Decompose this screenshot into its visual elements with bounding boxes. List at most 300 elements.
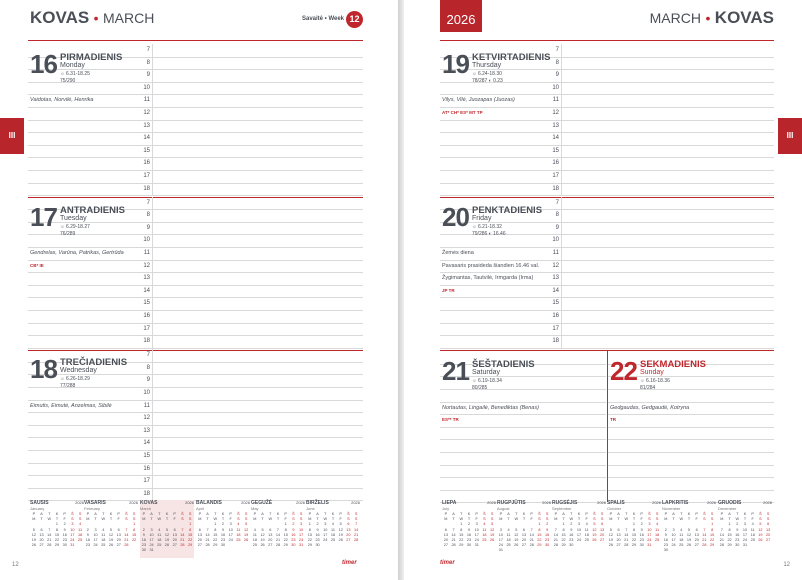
calendar-day[interactable]: 20 — [197, 538, 202, 543]
calendar-day[interactable]: 14 — [275, 532, 281, 537]
calendar-day[interactable]: 28 — [529, 543, 534, 548]
hour-row[interactable] — [440, 389, 606, 403]
calendar-day[interactable]: 5 — [491, 522, 494, 527]
hour-row[interactable] — [28, 183, 363, 197]
calendar-day[interactable]: 4 — [751, 522, 754, 527]
hour-row[interactable] — [28, 82, 363, 96]
calendar-day[interactable]: 20 — [694, 538, 699, 543]
calendar-day[interactable]: 21 — [451, 538, 456, 543]
calendar-day[interactable]: 4 — [79, 522, 82, 527]
calendar-day[interactable]: 27 — [521, 543, 527, 548]
calendar-day[interactable]: 1 — [189, 522, 192, 527]
hour-row[interactable] — [28, 475, 363, 489]
calendar-day[interactable]: 17 — [149, 538, 154, 543]
calendar-day[interactable]: 29 — [710, 543, 715, 548]
calendar-day[interactable]: 6 — [522, 527, 526, 532]
hour-row[interactable] — [440, 183, 774, 197]
calendar-day[interactable]: 23 — [315, 538, 320, 543]
hour-row[interactable] — [608, 414, 774, 428]
hour-row[interactable] — [440, 132, 774, 146]
calendar-day[interactable]: 18 — [482, 532, 487, 537]
calendar-day[interactable]: 7 — [625, 527, 628, 532]
calendar-day[interactable]: 27 — [346, 538, 351, 543]
calendar-day[interactable]: 2 — [292, 522, 295, 527]
calendar-day[interactable]: 22 — [283, 538, 288, 543]
calendar-day[interactable]: 9 — [316, 527, 319, 532]
calendar-day[interactable]: 27 — [694, 543, 699, 548]
calendar-day[interactable]: 8 — [55, 527, 59, 532]
calendar-day[interactable]: 25 — [679, 543, 684, 548]
calendar-day[interactable]: 2 — [86, 527, 89, 532]
calendar-day[interactable]: 15 — [631, 532, 637, 537]
calendar-day[interactable]: 15 — [459, 532, 464, 537]
calendar-day[interactable]: 17 — [474, 532, 479, 537]
calendar-day[interactable]: 2 — [316, 522, 319, 527]
calendar-day[interactable]: 14 — [47, 532, 52, 537]
calendar-day[interactable]: 21 — [205, 538, 210, 543]
calendar-day[interactable]: 28 — [47, 543, 52, 548]
calendar-day[interactable]: 8 — [308, 527, 311, 532]
calendar-day[interactable]: 9 — [570, 527, 573, 532]
calendar-day[interactable]: 5 — [165, 527, 169, 532]
hour-row[interactable] — [28, 170, 363, 184]
calendar-day[interactable]: 11 — [101, 532, 106, 537]
calendar-day[interactable]: 19 — [31, 538, 36, 543]
calendar-day[interactable]: 24 — [149, 543, 154, 548]
calendar-day[interactable]: 3 — [648, 522, 651, 527]
calendar-day[interactable]: 20 — [39, 538, 44, 543]
calendar-day[interactable]: 4 — [331, 522, 335, 527]
calendar-day[interactable]: 24 — [323, 538, 328, 543]
calendar-day[interactable]: 31 — [498, 548, 503, 553]
calendar-day[interactable]: 13 — [766, 527, 771, 532]
calendar-day[interactable]: 1 — [308, 522, 311, 527]
calendar-day[interactable]: 22 — [459, 538, 464, 543]
calendar-day[interactable]: 2 — [664, 527, 667, 532]
calendar-day[interactable]: 10 — [498, 532, 503, 537]
calendar-day[interactable]: 30 — [569, 543, 574, 548]
calendar-day[interactable]: 13 — [600, 527, 605, 532]
calendar-day[interactable]: 17 — [70, 532, 75, 537]
calendar-day[interactable]: 20 — [600, 532, 605, 537]
calendar-day[interactable]: 6 — [198, 527, 201, 532]
calendar-day[interactable]: 5 — [245, 522, 248, 527]
calendar-day[interactable]: 9 — [640, 527, 643, 532]
calendar-day[interactable]: 1 — [460, 522, 463, 527]
calendar-day[interactable]: 11 — [331, 527, 335, 532]
calendar-day[interactable]: 18 — [330, 532, 336, 537]
calendar-day[interactable]: 26 — [31, 543, 36, 548]
calendar-day[interactable]: 16 — [545, 532, 550, 537]
calendar-day[interactable]: 24 — [576, 538, 582, 543]
calendar-day[interactable]: 25 — [655, 538, 660, 543]
calendar-day[interactable]: 24 — [647, 538, 652, 543]
calendar-day[interactable]: 21 — [275, 538, 281, 543]
hour-row[interactable] — [28, 437, 363, 451]
calendar-day[interactable]: 19 — [164, 538, 170, 543]
calendar-day[interactable]: 25 — [330, 538, 336, 543]
calendar-day[interactable]: 16 — [220, 532, 226, 537]
calendar-day[interactable]: 27 — [616, 543, 621, 548]
calendar-day[interactable]: 10 — [474, 527, 479, 532]
calendar-day[interactable]: 27 — [39, 543, 44, 548]
hour-row[interactable] — [28, 450, 363, 464]
hour-row[interactable] — [440, 120, 774, 134]
calendar-day[interactable]: 12 — [244, 527, 249, 532]
calendar-day[interactable]: 28 — [180, 543, 185, 548]
calendar-day[interactable]: 19 — [108, 538, 114, 543]
calendar-day[interactable]: 10 — [742, 527, 748, 532]
calendar-day[interactable]: 17 — [299, 532, 304, 537]
month-tab[interactable]: III — [0, 118, 24, 154]
calendar-day[interactable]: 25 — [252, 543, 257, 548]
calendar-day[interactable]: 25 — [482, 538, 487, 543]
calendar-day[interactable]: 16 — [663, 538, 668, 543]
hour-row[interactable] — [28, 335, 363, 349]
hour-row[interactable] — [28, 157, 363, 171]
calendar-day[interactable]: 7 — [206, 527, 209, 532]
calendar-day[interactable]: 17 — [671, 538, 676, 543]
hour-row[interactable] — [608, 465, 774, 479]
calendar-day[interactable]: 7 — [276, 527, 280, 532]
calendar-day[interactable]: 24 — [742, 538, 748, 543]
calendar-day[interactable]: 3 — [229, 522, 232, 527]
calendar-day[interactable]: 9 — [63, 527, 66, 532]
calendar-day[interactable]: 27 — [766, 538, 771, 543]
calendar-day[interactable]: 6 — [173, 527, 176, 532]
calendar-day[interactable]: 7 — [703, 527, 706, 532]
hour-row[interactable] — [440, 452, 606, 466]
calendar-day[interactable]: 26 — [244, 538, 249, 543]
calendar-day[interactable]: 31 — [474, 543, 479, 548]
calendar-day[interactable]: 29 — [307, 543, 312, 548]
calendar-day[interactable]: 2 — [63, 522, 66, 527]
calendar-day[interactable]: 21 — [529, 538, 534, 543]
hour-row[interactable] — [440, 247, 774, 261]
calendar-day[interactable]: 14 — [719, 532, 724, 537]
calendar-day[interactable]: 31 — [299, 543, 304, 548]
calendar-day[interactable]: 3 — [300, 522, 303, 527]
calendar-day[interactable]: 27 — [172, 543, 177, 548]
calendar-day[interactable]: 23 — [466, 538, 472, 543]
calendar-day[interactable]: 29 — [459, 543, 464, 548]
calendar-day[interactable]: 18 — [252, 538, 257, 543]
calendar-day[interactable]: 17 — [93, 538, 98, 543]
calendar-day[interactable]: 10 — [228, 527, 233, 532]
calendar-day[interactable]: 28 — [124, 543, 129, 548]
calendar-day[interactable]: 12 — [758, 527, 763, 532]
calendar-day[interactable]: 30 — [466, 543, 472, 548]
hour-row[interactable] — [440, 335, 774, 349]
calendar-day[interactable]: 3 — [150, 527, 153, 532]
calendar-day[interactable]: 8 — [189, 527, 192, 532]
calendar-day[interactable]: 26 — [758, 538, 763, 543]
calendar-day[interactable]: 20 — [443, 538, 448, 543]
calendar-day[interactable]: 22 — [213, 538, 218, 543]
calendar-day[interactable]: 10 — [671, 532, 676, 537]
calendar-day[interactable]: 11 — [78, 527, 83, 532]
calendar-day[interactable]: 7 — [48, 527, 51, 532]
calendar-day[interactable]: 30 — [639, 543, 644, 548]
calendar-day[interactable]: 5 — [609, 527, 612, 532]
calendar-day[interactable]: 15 — [537, 532, 542, 537]
month-tab[interactable]: III — [778, 118, 802, 154]
calendar-day[interactable]: 31 — [742, 543, 748, 548]
calendar-day[interactable]: 20 — [521, 538, 527, 543]
calendar-day[interactable]: 11 — [482, 527, 487, 532]
calendar-day[interactable]: 27 — [116, 543, 121, 548]
calendar-day[interactable]: 26 — [108, 543, 114, 548]
calendar-day[interactable]: 2 — [736, 522, 739, 527]
calendar-day[interactable]: 5 — [759, 522, 762, 527]
calendar-day[interactable]: 30 — [663, 548, 668, 553]
calendar-day[interactable]: 4 — [585, 522, 588, 527]
calendar-day[interactable]: 15 — [132, 532, 137, 537]
hour-row[interactable] — [28, 145, 363, 159]
calendar-day[interactable]: 17 — [647, 532, 652, 537]
calendar-day[interactable]: 9 — [467, 527, 471, 532]
calendar-day[interactable]: 4 — [158, 527, 161, 532]
calendar-day[interactable]: 5 — [109, 527, 113, 532]
calendar-day[interactable]: 10 — [93, 532, 98, 537]
calendar-day[interactable]: 21 — [719, 538, 724, 543]
calendar-day[interactable]: 15 — [283, 532, 288, 537]
calendar-day[interactable]: 5 — [687, 527, 691, 532]
calendar-day[interactable]: 29 — [188, 543, 193, 548]
calendar-day[interactable]: 26 — [592, 538, 597, 543]
calendar-day[interactable]: 9 — [292, 527, 295, 532]
calendar-day[interactable]: 28 — [275, 543, 281, 548]
calendar-day[interactable]: 4 — [507, 527, 510, 532]
hour-row[interactable] — [28, 425, 363, 439]
hour-row[interactable] — [440, 310, 774, 324]
calendar-day[interactable]: 18 — [78, 532, 83, 537]
calendar-day[interactable]: 26 — [490, 538, 495, 543]
calendar-day[interactable]: 29 — [213, 543, 218, 548]
calendar-day[interactable]: 16 — [639, 532, 644, 537]
calendar-day[interactable]: 19 — [260, 538, 265, 543]
calendar-day[interactable]: 14 — [205, 532, 210, 537]
calendar-day[interactable]: 15 — [54, 532, 60, 537]
calendar-day[interactable]: 22 — [710, 538, 715, 543]
calendar-day[interactable]: 28 — [719, 543, 724, 548]
calendar-day[interactable]: 9 — [86, 532, 89, 537]
hour-row[interactable] — [440, 285, 774, 299]
calendar-day[interactable]: 26 — [164, 543, 170, 548]
calendar-day[interactable]: 23 — [569, 538, 574, 543]
calendar-day[interactable]: 29 — [283, 543, 288, 548]
calendar-day[interactable]: 30 — [291, 543, 296, 548]
calendar-day[interactable]: 16 — [466, 532, 472, 537]
calendar-day[interactable]: 29 — [727, 543, 732, 548]
calendar-day[interactable]: 17 — [576, 532, 582, 537]
hour-row[interactable] — [28, 285, 363, 299]
calendar-day[interactable]: 23 — [545, 538, 550, 543]
calendar-day[interactable]: 23 — [735, 538, 740, 543]
calendar-day[interactable]: 14 — [354, 527, 359, 532]
hour-row[interactable] — [440, 427, 606, 441]
calendar-day[interactable]: 12 — [164, 532, 170, 537]
calendar-day[interactable]: 3 — [743, 522, 747, 527]
calendar-day[interactable]: 18 — [506, 538, 511, 543]
calendar-day[interactable]: 28 — [354, 538, 359, 543]
calendar-day[interactable]: 10 — [149, 532, 154, 537]
calendar-day[interactable]: 22 — [561, 538, 566, 543]
calendar-day[interactable]: 26 — [608, 543, 613, 548]
hour-row[interactable] — [608, 452, 774, 466]
calendar-day[interactable]: 7 — [554, 527, 557, 532]
calendar-day[interactable]: 13 — [268, 532, 273, 537]
calendar-day[interactable]: 18 — [679, 538, 684, 543]
calendar-day[interactable]: 15 — [213, 532, 218, 537]
hour-row[interactable] — [28, 107, 363, 121]
calendar-day[interactable]: 26 — [260, 543, 265, 548]
calendar-day[interactable]: 29 — [561, 543, 566, 548]
calendar-day[interactable]: 13 — [39, 532, 44, 537]
calendar-day[interactable]: 3 — [499, 527, 502, 532]
calendar-day[interactable]: 6 — [269, 527, 272, 532]
calendar-day[interactable]: 12 — [608, 532, 613, 537]
calendar-day[interactable]: 7 — [181, 527, 184, 532]
hour-row[interactable] — [608, 439, 774, 453]
calendar-day[interactable]: 13 — [616, 532, 621, 537]
calendar-day[interactable]: 28 — [702, 543, 707, 548]
calendar-day[interactable]: 9 — [142, 532, 145, 537]
calendar-day[interactable]: 25 — [236, 538, 241, 543]
calendar-day[interactable]: 12 — [31, 532, 36, 537]
calendar-day[interactable]: 22 — [132, 538, 137, 543]
calendar-day[interactable]: 27 — [197, 543, 202, 548]
calendar-day[interactable]: 18 — [750, 532, 755, 537]
calendar-day[interactable]: 9 — [221, 527, 225, 532]
hour-row[interactable] — [440, 107, 774, 121]
calendar-day[interactable]: 12 — [260, 532, 265, 537]
calendar-day[interactable]: 16 — [62, 532, 67, 537]
calendar-day[interactable]: 3 — [71, 522, 74, 527]
hour-row[interactable] — [28, 132, 363, 146]
calendar-day[interactable]: 4 — [483, 522, 486, 527]
calendar-day[interactable]: 16 — [569, 532, 574, 537]
calendar-day[interactable]: 17 — [323, 532, 328, 537]
calendar-day[interactable]: 23 — [62, 538, 67, 543]
calendar-day[interactable]: 12 — [686, 532, 692, 537]
calendar-day[interactable]: 4 — [253, 527, 256, 532]
hour-row[interactable] — [28, 120, 363, 134]
calendar-day[interactable]: 11 — [584, 527, 589, 532]
calendar-day[interactable]: 18 — [101, 538, 106, 543]
calendar-day[interactable]: 1 — [284, 522, 287, 527]
calendar-day[interactable]: 27 — [443, 543, 448, 548]
calendar-day[interactable]: 20 — [172, 538, 177, 543]
calendar-day[interactable]: 24 — [474, 538, 479, 543]
calendar-day[interactable]: 11 — [750, 527, 755, 532]
calendar-day[interactable]: 28 — [205, 543, 210, 548]
calendar-day[interactable]: 10 — [576, 527, 582, 532]
hour-row[interactable] — [440, 414, 606, 428]
hour-row[interactable] — [28, 234, 363, 248]
calendar-day[interactable]: 17 — [228, 532, 233, 537]
calendar-day[interactable]: 3 — [672, 527, 675, 532]
calendar-day[interactable]: 20 — [268, 538, 273, 543]
calendar-day[interactable]: 21 — [354, 532, 359, 537]
calendar-day[interactable]: 10 — [299, 527, 304, 532]
calendar-day[interactable]: 11 — [157, 532, 162, 537]
calendar-day[interactable]: 12 — [490, 527, 495, 532]
calendar-day[interactable]: 26 — [514, 543, 519, 548]
calendar-day[interactable]: 1 — [214, 522, 217, 527]
calendar-day[interactable]: 18 — [236, 532, 241, 537]
calendar-day[interactable]: 30 — [735, 543, 740, 548]
calendar-day[interactable]: 6 — [444, 527, 447, 532]
calendar-day[interactable]: 11 — [679, 532, 684, 537]
hour-row[interactable] — [440, 297, 774, 311]
calendar-day[interactable]: 2 — [570, 522, 573, 527]
calendar-day[interactable]: 23 — [291, 538, 296, 543]
hour-row[interactable] — [440, 145, 774, 159]
calendar-day[interactable]: 9 — [736, 527, 739, 532]
calendar-day[interactable]: 8 — [632, 527, 636, 532]
calendar-day[interactable]: 30 — [62, 543, 67, 548]
calendar-day[interactable]: 26 — [338, 538, 343, 543]
calendar-day[interactable]: 21 — [124, 538, 129, 543]
hour-row[interactable] — [28, 260, 363, 274]
calendar-day[interactable]: 30 — [545, 543, 550, 548]
calendar-day[interactable]: 23 — [141, 543, 146, 548]
calendar-day[interactable]: 4 — [656, 522, 659, 527]
calendar-day[interactable]: 22 — [631, 538, 637, 543]
calendar-day[interactable]: 24 — [671, 543, 676, 548]
calendar-day[interactable]: 28 — [624, 543, 629, 548]
calendar-day[interactable]: 19 — [686, 538, 692, 543]
calendar-day[interactable]: 1 — [538, 522, 541, 527]
calendar-day[interactable]: 20 — [116, 538, 121, 543]
calendar-day[interactable]: 24 — [228, 538, 233, 543]
calendar-day[interactable]: 6 — [117, 527, 120, 532]
calendar-day[interactable]: 21 — [180, 538, 185, 543]
calendar-day[interactable]: 1 — [55, 522, 59, 527]
calendar-day[interactable]: 30 — [315, 543, 320, 548]
calendar-day[interactable]: 4 — [237, 522, 240, 527]
calendar-day[interactable]: 1 — [711, 522, 714, 527]
calendar-day[interactable]: 25 — [750, 538, 755, 543]
calendar-day[interactable]: 23 — [639, 538, 644, 543]
calendar-day[interactable]: 1 — [133, 522, 136, 527]
calendar-day[interactable]: 12 — [592, 527, 597, 532]
calendar-day[interactable]: 14 — [529, 532, 534, 537]
calendar-day[interactable]: 31 — [647, 543, 652, 548]
hour-row[interactable] — [440, 477, 606, 491]
calendar-day[interactable]: 13 — [694, 532, 699, 537]
calendar-day[interactable]: 23 — [220, 538, 226, 543]
calendar-day[interactable]: 16 — [735, 532, 740, 537]
calendar-day[interactable]: 22 — [727, 538, 732, 543]
calendar-day[interactable]: 14 — [624, 532, 629, 537]
calendar-day[interactable]: 14 — [180, 532, 185, 537]
calendar-day[interactable]: 8 — [460, 527, 463, 532]
calendar-day[interactable]: 27 — [268, 543, 273, 548]
calendar-day[interactable]: 19 — [514, 538, 519, 543]
calendar-day[interactable]: 7 — [452, 527, 455, 532]
calendar-day[interactable]: 19 — [490, 532, 495, 537]
calendar-day[interactable]: 15 — [188, 532, 193, 537]
calendar-day[interactable]: 30 — [141, 548, 146, 553]
calendar-day[interactable]: 13 — [197, 532, 202, 537]
calendar-day[interactable]: 6 — [617, 527, 620, 532]
calendar-day[interactable]: 8 — [538, 527, 541, 532]
hour-row[interactable] — [28, 297, 363, 311]
calendar-day[interactable]: 2 — [640, 522, 643, 527]
hour-row[interactable] — [608, 389, 774, 403]
